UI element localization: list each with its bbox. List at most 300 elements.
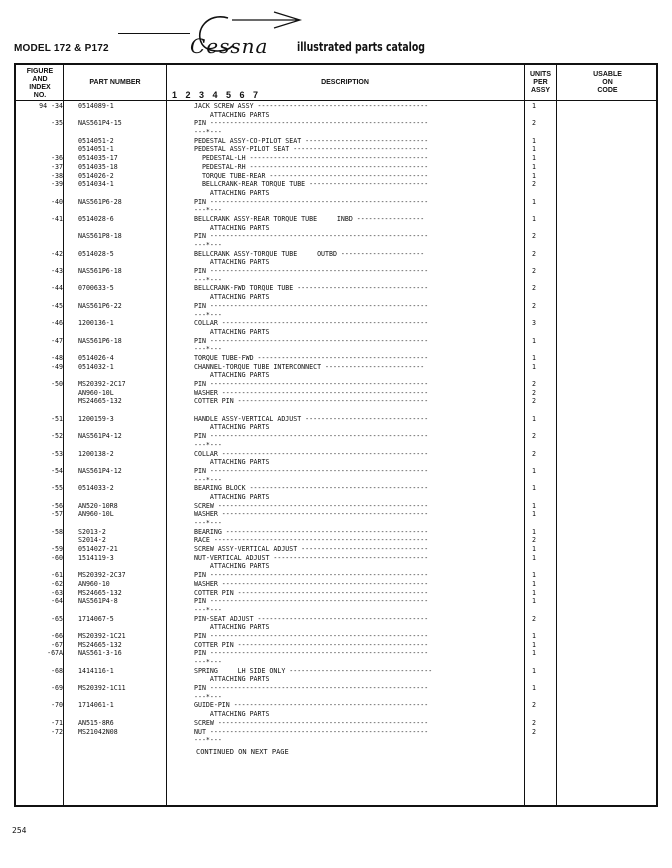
table-row	[16, 128, 656, 137]
description: ---*---	[194, 692, 222, 701]
table-row	[16, 528, 656, 537]
header-line: NO.	[33, 92, 47, 99]
table-row	[16, 658, 656, 667]
usable-column-header	[557, 71, 658, 95]
units-per-assy: 2	[532, 284, 536, 293]
description: PIN -------------------------------------------------------	[194, 631, 429, 640]
parts-table	[14, 63, 658, 807]
part-number: AN960-10	[78, 579, 110, 588]
part-number: MS24665-132	[78, 640, 122, 649]
figure-index: -57	[51, 510, 63, 519]
part-number: 0514051-2	[78, 136, 114, 145]
description: COTTER PIN ------------------------------------------------	[194, 397, 429, 406]
catalog-title: illustrated parts catalog	[297, 40, 425, 54]
figure-index: -46	[51, 319, 63, 328]
description: PEDESTAL ASSY-CO-PILOT SEAT -------------------------------	[194, 136, 429, 145]
part-number: 0514035-18	[78, 162, 118, 171]
table-row	[16, 172, 656, 181]
description: ATTACHING PARTS	[194, 258, 270, 267]
table-row	[16, 484, 656, 493]
units-per-assy: 1	[532, 336, 536, 345]
part-number: MS20392-1C11	[78, 684, 126, 693]
part-number: 0514051-1	[78, 145, 114, 154]
units-per-assy: 1	[532, 353, 536, 362]
description: PIN -------------------------------------------------------	[194, 336, 429, 345]
part-number-column-header: PART NUMBER	[89, 79, 141, 86]
figure-index: -50	[51, 380, 63, 388]
table-row	[16, 641, 656, 650]
description: PIN -------------------------------------------------------	[194, 466, 429, 475]
part-number: NAS561P6-18	[78, 267, 122, 276]
table-row	[16, 441, 656, 450]
description: BELLCRANK ASSY-TORQUE TUBE OUTBD ---------------------	[194, 249, 425, 258]
figure-index: -42	[51, 249, 63, 258]
part-number: NAS561P6-22	[78, 301, 122, 310]
description: ATTACHING PARTS	[194, 371, 270, 380]
description: PIN -------------------------------------------------------	[194, 432, 429, 441]
table-row	[16, 736, 656, 745]
table-row	[16, 241, 656, 250]
description: PIN -------------------------------------------------------	[194, 267, 429, 276]
table-row	[16, 284, 656, 293]
figure-index: -36	[51, 154, 63, 163]
units-per-assy: 1	[532, 362, 536, 371]
table-row	[16, 562, 656, 571]
part-number: 0700633-5	[78, 284, 114, 293]
part-number: AN520-10R8	[78, 501, 118, 510]
figure-index: -49	[51, 362, 63, 371]
description: NUT-VERTICAL ADJUST ---------------------------------------	[194, 553, 429, 562]
table-row	[16, 145, 656, 154]
table-row	[16, 519, 656, 528]
header-line: USABLE	[593, 71, 622, 78]
figure-index: -38	[51, 171, 63, 180]
description: ATTACHING PARTS	[194, 110, 270, 119]
table-row	[16, 467, 656, 476]
figure-index: -66	[51, 631, 63, 640]
description: PIN -------------------------------------------------------	[194, 649, 429, 658]
table-row	[16, 267, 656, 276]
table-row	[16, 328, 656, 337]
part-number: 0514027-21	[78, 545, 118, 554]
part-number: MS24665-132	[78, 397, 122, 406]
header-line: FIGURE	[26, 68, 54, 75]
units-per-assy: 1	[532, 197, 536, 206]
part-number: 1200138-2	[78, 449, 114, 458]
continued-note: CONTINUED ON NEXT PAGE	[196, 748, 289, 756]
figure-index: -45	[51, 301, 63, 310]
description: ATTACHING PARTS	[194, 675, 270, 684]
figure-index: -69	[51, 684, 63, 693]
description: GUIDE-PIN -------------------------------------------------	[194, 701, 429, 710]
units-per-assy: 1	[532, 466, 536, 475]
table-row	[16, 667, 656, 676]
units-per-assy: 1	[532, 579, 536, 588]
figure-index: -41	[51, 214, 63, 223]
part-number: NAS561P6-18	[78, 336, 122, 345]
units-per-assy: 1	[532, 414, 536, 423]
table-row	[16, 615, 656, 624]
units-per-assy: 1	[532, 102, 536, 110]
table-row	[16, 580, 656, 589]
description: BEARING ---------------------------------------------------	[194, 527, 429, 536]
units-per-assy: 1	[532, 649, 536, 658]
description: TORQUE TUBE-FWD -------------------------------------------	[194, 353, 429, 362]
description: ATTACHING PARTS	[194, 223, 270, 232]
units-per-assy: 2	[532, 301, 536, 310]
units-per-assy: 2	[532, 119, 536, 128]
table-row	[16, 589, 656, 598]
figure-index: -62	[51, 579, 63, 588]
table-row	[16, 102, 656, 111]
figure-index: -53	[51, 449, 63, 458]
description: ATTACHING PARTS	[194, 492, 270, 501]
description: ATTACHING PARTS	[194, 327, 270, 336]
table-row	[16, 450, 656, 459]
table-row	[16, 423, 656, 432]
table-row	[16, 224, 656, 233]
table-row	[16, 693, 656, 702]
table-row	[16, 415, 656, 424]
units-per-assy: 2	[532, 397, 536, 406]
table-row	[16, 198, 656, 207]
table-row	[16, 728, 656, 737]
table-row	[16, 649, 656, 658]
description: ---*---	[194, 440, 222, 449]
figure-index: -39	[51, 180, 63, 189]
description: ATTACHING PARTS	[194, 623, 270, 632]
description: WASHER ----------------------------------------------------	[194, 579, 429, 588]
header-line: AND	[32, 76, 48, 83]
part-number: S2013-2	[78, 527, 106, 536]
description: PIN -------------------------------------------------------	[194, 301, 429, 310]
description: ---*---	[194, 241, 222, 249]
figure-index: -64	[51, 597, 63, 606]
part-number: 1200159-3	[78, 414, 114, 423]
units-per-assy: 1	[532, 571, 536, 580]
units-per-assy: 3	[532, 319, 536, 328]
header-line: ON	[602, 79, 613, 86]
header-line: INDEX	[29, 84, 51, 91]
part-number: MS24665-132	[78, 588, 122, 597]
units-per-assy: 2	[532, 267, 536, 276]
table-row	[16, 406, 656, 415]
part-number: 1414116-1	[78, 666, 114, 675]
figure-index: -37	[51, 162, 63, 171]
description: SCREW -----------------------------------------------------	[194, 501, 429, 510]
description: ---*---	[194, 345, 222, 354]
units-per-assy: 1	[532, 501, 536, 510]
units-per-assy: 1	[532, 484, 536, 493]
figure-index: -60	[51, 553, 63, 562]
header-rule	[118, 33, 190, 34]
table-row	[16, 319, 656, 328]
units-per-assy: 1	[532, 640, 536, 649]
table-row	[16, 276, 656, 285]
header-line: PER	[533, 79, 548, 86]
header-line: ASSY	[530, 87, 551, 94]
description: COTTER PIN ------------------------------------------------	[194, 640, 429, 649]
units-per-assy: 1	[532, 597, 536, 606]
table-row	[16, 111, 656, 120]
table-row	[16, 232, 656, 241]
description: ATTACHING PARTS	[194, 188, 270, 197]
part-number: 0514028-5	[78, 249, 114, 258]
part-number: 0514035-17	[78, 154, 118, 163]
table-row	[16, 397, 656, 406]
part-number: 0514028-6	[78, 214, 114, 223]
table-row	[16, 493, 656, 502]
description: COTTER PIN ------------------------------------------------	[194, 588, 429, 597]
table-row	[16, 154, 656, 163]
table-row	[16, 545, 656, 554]
description: WASHER ----------------------------------------------------	[194, 510, 429, 519]
table-row	[16, 354, 656, 363]
description: ---*---	[194, 206, 222, 215]
description: BEARING BLOCK ---------------------------------------------	[194, 484, 429, 493]
header-line: CODE	[597, 87, 618, 94]
figure-index: 94 -34	[39, 102, 63, 110]
figure-index: -48	[51, 353, 63, 362]
figure-index: -67	[51, 640, 63, 649]
part-number: NAS561P4-15	[78, 119, 122, 128]
description: COLLAR ----------------------------------------------------	[194, 319, 429, 328]
table-row	[16, 389, 656, 398]
description: BELLCRANK-REAR TORQUE TUBE ------------------------------	[194, 180, 429, 189]
part-number: NAS561P6-28	[78, 197, 122, 206]
figure-index: -55	[51, 484, 63, 493]
units-column-header	[525, 71, 556, 95]
description: PIN -------------------------------------------------------	[194, 684, 429, 693]
description: ATTACHING PARTS	[194, 423, 270, 432]
table-row	[16, 137, 656, 146]
table-row	[16, 189, 656, 198]
description: COLLAR ----------------------------------------------------	[194, 449, 429, 458]
description: ---*---	[194, 519, 222, 527]
description: ATTACHING PARTS	[194, 293, 270, 302]
part-number: 1514119-3	[78, 553, 114, 562]
table-row	[16, 623, 656, 632]
figure-index: -70	[51, 701, 63, 710]
description: PIN -------------------------------------------------------	[194, 197, 429, 206]
table-row	[16, 180, 656, 189]
units-per-assy: 2	[532, 432, 536, 441]
part-number: 1714067-5	[78, 614, 114, 623]
table-row	[16, 719, 656, 728]
model-designation: MODEL 172 & P172	[14, 43, 109, 54]
figure-index: -35	[51, 119, 63, 128]
part-number: 0514089-1	[78, 102, 114, 110]
description: PEDESTAL-RH ---------------------------------------------	[194, 162, 429, 171]
table-row	[16, 250, 656, 259]
units-per-assy: 1	[532, 684, 536, 693]
table-row	[16, 510, 656, 519]
description-column-header: DESCRIPTION	[321, 79, 369, 86]
table-row	[16, 458, 656, 467]
units-per-assy: 1	[532, 145, 536, 154]
units-per-assy: 1	[532, 214, 536, 223]
part-number: AN960-10L	[78, 510, 114, 519]
part-number: 0514026-2	[78, 171, 114, 180]
table-row	[16, 311, 656, 320]
description: HANDLE ASSY-VERTICAL ADJUST -------------------------------	[194, 414, 429, 423]
figure-index: -54	[51, 466, 63, 475]
description: PEDESTAL-LH ---------------------------------------------	[194, 154, 429, 163]
part-number: MS20392-2C17	[78, 380, 126, 388]
table-row	[16, 302, 656, 311]
units-per-assy: 1	[532, 666, 536, 675]
description: PIN -------------------------------------------------------	[194, 380, 429, 388]
units-per-assy: 1	[532, 136, 536, 145]
part-number: MS21042N08	[78, 727, 118, 736]
units-per-assy: 2	[532, 449, 536, 458]
table-row	[16, 345, 656, 354]
table-row	[16, 536, 656, 545]
figure-index: -51	[51, 414, 63, 423]
description: ---*---	[194, 128, 222, 137]
units-per-assy: 2	[532, 614, 536, 623]
description: WASHER ----------------------------------------------------	[194, 388, 429, 397]
figure-index: -61	[51, 571, 63, 580]
units-per-assy: 1	[532, 154, 536, 163]
description: PIN-SEAT ADJUST -------------------------------------------	[194, 614, 429, 623]
part-number: NAS561P4-8	[78, 597, 118, 606]
part-number: NAS561P4-12	[78, 432, 122, 441]
description: ---*---	[194, 475, 222, 484]
table-row	[16, 363, 656, 372]
description: PIN -------------------------------------------------------	[194, 119, 429, 128]
description: BELLCRANK ASSY-REAR TORQUE TUBE INBD -----------------	[194, 214, 425, 223]
description: SCREW -----------------------------------------------------	[194, 718, 429, 727]
figure-index: -59	[51, 545, 63, 554]
units-per-assy: 2	[532, 232, 536, 241]
part-number: NAS561P8-18	[78, 232, 122, 241]
figure-index: -47	[51, 336, 63, 345]
brand-name: Cessna	[190, 34, 269, 58]
part-number: 1200136-1	[78, 319, 114, 328]
units-per-assy: 2	[532, 701, 536, 710]
table-row	[16, 606, 656, 615]
part-number: MS20392-2C37	[78, 571, 126, 580]
description: PIN -------------------------------------------------------	[194, 597, 429, 606]
description: ATTACHING PARTS	[194, 710, 270, 719]
figure-index: -71	[51, 718, 63, 727]
description: CHANNEL-TORQUE TUBE INTERCONNECT -------------------------	[194, 362, 425, 371]
table-row	[16, 632, 656, 641]
units-per-assy: 2	[532, 380, 536, 388]
table-row	[16, 701, 656, 710]
description: SCREW ASSY-VERTICAL ADJUST --------------------------------	[194, 545, 429, 554]
part-number: 0514034-1	[78, 180, 114, 189]
description: RACE ------------------------------------------------------	[194, 536, 429, 545]
units-per-assy: 1	[532, 553, 536, 562]
part-number: 1714061-1	[78, 701, 114, 710]
table-row	[16, 371, 656, 380]
header-line: UNITS	[530, 71, 551, 78]
units-per-assy: 2	[532, 388, 536, 397]
part-number: 0514026-4	[78, 353, 114, 362]
units-per-assy: 1	[532, 588, 536, 597]
units-per-assy: 1	[532, 631, 536, 640]
units-per-assy: 1	[532, 527, 536, 536]
figure-index: -72	[51, 727, 63, 736]
description: BELLCRANK-FWD TORQUE TUBE ---------------------------------	[194, 284, 429, 293]
table-row	[16, 293, 656, 302]
units-per-assy: 1	[532, 545, 536, 554]
part-number: NAS561P4-12	[78, 466, 122, 475]
figure-column-header	[18, 68, 62, 100]
part-number: AN515-8R6	[78, 718, 114, 727]
part-number: 0514032-1	[78, 362, 114, 371]
units-per-assy: 1	[532, 510, 536, 519]
header-divider	[16, 100, 656, 101]
units-per-assy: 2	[532, 249, 536, 258]
table-row	[16, 684, 656, 693]
description: ---*---	[194, 310, 222, 319]
description: PEDESTAL ASSY-PILOT SEAT ----------------------------------	[194, 145, 429, 154]
units-per-assy: 2	[532, 180, 536, 189]
indent-level-digits: 1 2 3 4 5 6 7	[172, 90, 262, 100]
table-row	[16, 215, 656, 224]
part-number: 0514033-2	[78, 484, 114, 493]
table-row	[16, 597, 656, 606]
table-row	[16, 337, 656, 346]
figure-index: -43	[51, 267, 63, 276]
table-row	[16, 163, 656, 172]
description: ---*---	[194, 275, 222, 284]
description: ATTACHING PARTS	[194, 562, 270, 571]
figure-index: -65	[51, 614, 63, 623]
part-number: MS20392-1C21	[78, 631, 126, 640]
table-row	[16, 571, 656, 580]
units-per-assy: 2	[532, 727, 536, 736]
units-per-assy: 2	[532, 718, 536, 727]
description: ---*---	[194, 658, 222, 666]
page-number: 254	[12, 826, 27, 835]
table-row	[16, 380, 656, 389]
part-number: NAS561-3-16	[78, 649, 122, 658]
units-per-assy: 2	[532, 536, 536, 545]
description: SPRING LH SIDE ONLY ------------------------------------	[194, 666, 433, 675]
table-row	[16, 502, 656, 511]
description: TORQUE TUBE-REAR ----------------------------------------	[194, 171, 429, 180]
description: ATTACHING PARTS	[194, 458, 270, 467]
figure-index: -40	[51, 197, 63, 206]
part-number: AN960-10L	[78, 388, 114, 397]
description: JACK SCREW ASSY -------------------------------------------	[194, 102, 429, 110]
units-per-assy: 1	[532, 162, 536, 171]
table-row	[16, 554, 656, 563]
table-row	[16, 432, 656, 441]
table-row	[16, 206, 656, 215]
parts-rows	[16, 102, 656, 745]
figure-index: -68	[51, 666, 63, 675]
table-row	[16, 710, 656, 719]
description: PIN -------------------------------------------------------	[194, 232, 429, 241]
figure-index: -63	[51, 588, 63, 597]
table-row	[16, 258, 656, 267]
description: NUT -------------------------------------------------------	[194, 727, 429, 736]
figure-index: -44	[51, 284, 63, 293]
description: ---*---	[194, 736, 222, 745]
figure-index: -52	[51, 432, 63, 441]
units-per-assy: 1	[532, 171, 536, 180]
figure-index: -58	[51, 527, 63, 536]
table-row	[16, 476, 656, 485]
description: ---*---	[194, 605, 222, 614]
table-row	[16, 675, 656, 684]
part-number: S2014-2	[78, 536, 106, 545]
